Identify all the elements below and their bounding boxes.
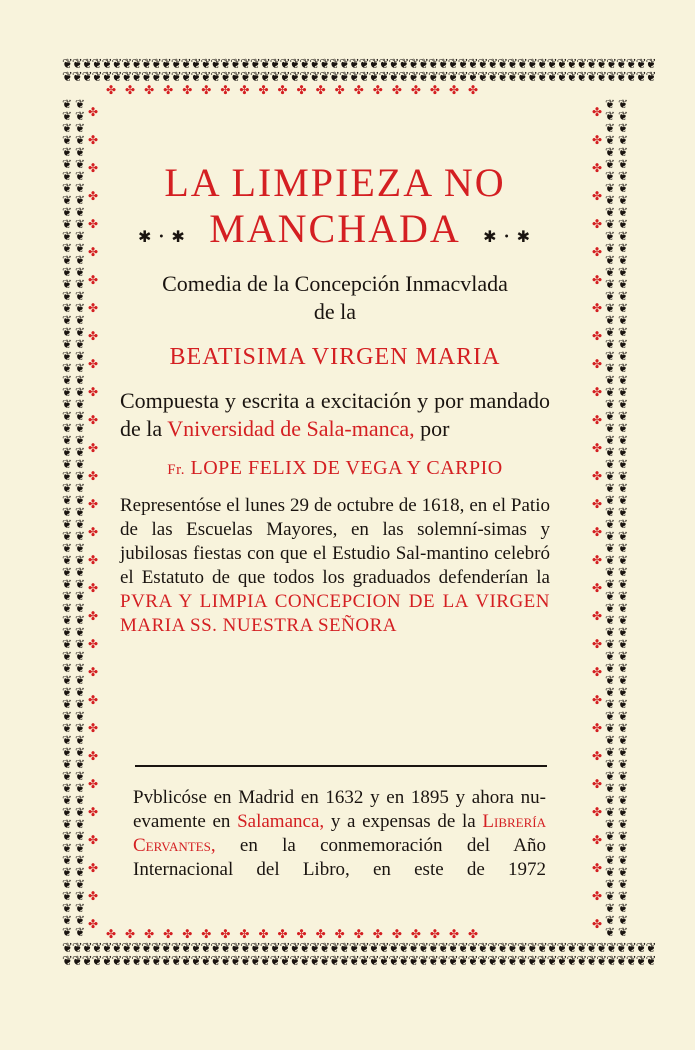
border-red-flower-icon: ✤✤✤✤✤✤✤✤✤✤✤✤✤✤✤✤✤✤✤✤✤✤✤✤✤✤✤✤✤✤ xyxy=(88,105,99,931)
publicose-text-1: Pvblicóse en Madrid en 1632 y en 1895 y ahora nu-evamente en xyxy=(133,787,546,832)
border-black-leaf-icon: ❦❦❦❦❦❦❦❦❦❦❦❦❦❦❦❦❦❦❦❦❦❦❦❦❦❦❦❦❦❦❦❦❦❦❦❦❦❦❦❦❦❦❦❦❦❦❦❦❦❦❦❦❦❦❦❦❦❦❦❦ xyxy=(62,70,656,85)
beatisima-heading: BEATISIMA VIRGEN MARIA xyxy=(169,344,501,370)
stars-left-icon: ✱・✱ xyxy=(138,227,187,246)
border-bottom-icon xyxy=(62,927,656,969)
compuesta-text-1: Compuesta y escrita a excitación y por mandado de la xyxy=(120,388,550,441)
page-title-line2 xyxy=(120,206,550,252)
title-page-content xyxy=(120,160,550,638)
border-black-leaf-icon: ❦❦❦❦❦❦❦❦❦❦❦❦❦❦❦❦❦❦❦❦❦❦❦❦❦❦❦❦❦❦❦❦❦❦❦❦❦❦❦❦❦❦❦❦❦❦❦❦❦❦❦❦❦❦❦❦❦❦❦❦ xyxy=(62,57,656,72)
border-top-icon xyxy=(62,57,656,98)
stars-right-icon: ✱・✱ xyxy=(483,227,532,246)
page-title-line2-text: MANCHADA xyxy=(209,206,461,251)
border-black-leaf-icon: ❦❦❦❦❦❦❦❦❦❦❦❦❦❦❦❦❦❦❦❦❦❦❦❦❦❦❦❦❦❦❦❦❦❦❦❦❦❦❦❦❦❦❦❦❦❦❦❦❦❦❦❦❦❦❦❦❦❦❦❦❦❦❦❦❦❦❦❦❦❦ xyxy=(618,97,629,939)
compuesta-paragraph xyxy=(120,387,550,443)
publicose-text-3: en la conmemoración del Año Internacional del Libro, en este de 1972 xyxy=(133,835,546,880)
border-black-leaf-icon: ❦❦❦❦❦❦❦❦❦❦❦❦❦❦❦❦❦❦❦❦❦❦❦❦❦❦❦❦❦❦❦❦❦❦❦❦❦❦❦❦❦❦❦❦❦❦❦❦❦❦❦❦❦❦❦❦❦❦❦❦❦❦❦❦❦❦❦❦❦❦ xyxy=(605,97,616,939)
libreria-text: Librería Cervantes, xyxy=(133,811,546,856)
pura-concepcion-text: PVRA Y LIMPIA CONCEPCION DE LA VIRGEN MARIA SS. NUESTRA SEÑORA xyxy=(120,591,550,636)
author-prefix: Fr. xyxy=(167,462,186,478)
author-name: LOPE FELIX DE VEGA Y CARPIO xyxy=(190,457,503,479)
subtitle-line2: de la xyxy=(313,299,357,324)
salamanca-text: Salamanca, xyxy=(237,811,325,832)
border-right-icon xyxy=(592,97,632,939)
subtitle-line1: Comedia de la Concepción Inmacvlada xyxy=(162,271,508,296)
representose-paragraph xyxy=(120,494,550,638)
publicose-paragraph xyxy=(133,786,546,882)
compuesta-text-2: por xyxy=(414,416,450,441)
border-black-leaf-icon: ❦❦❦❦❦❦❦❦❦❦❦❦❦❦❦❦❦❦❦❦❦❦❦❦❦❦❦❦❦❦❦❦❦❦❦❦❦❦❦❦❦❦❦❦❦❦❦❦❦❦❦❦❦❦❦❦❦❦❦❦ xyxy=(62,941,656,956)
border-red-flower-icon: ✤✤✤✤✤✤✤✤✤✤✤✤✤✤✤✤✤✤✤✤ xyxy=(106,927,488,941)
border-left-icon xyxy=(62,97,102,939)
vniversidad-text: Vniversidad de Sala-manca, xyxy=(167,416,415,441)
author-line xyxy=(120,457,550,480)
border-red-flower-icon: ✤✤✤✤✤✤✤✤✤✤✤✤✤✤✤✤✤✤✤✤ xyxy=(106,83,488,97)
subtitle xyxy=(120,270,550,326)
page-title-line1: LA LIMPIEZA NO xyxy=(164,160,506,205)
border-black-leaf-icon: ❦❦❦❦❦❦❦❦❦❦❦❦❦❦❦❦❦❦❦❦❦❦❦❦❦❦❦❦❦❦❦❦❦❦❦❦❦❦❦❦❦❦❦❦❦❦❦❦❦❦❦❦❦❦❦❦❦❦❦❦❦❦❦❦❦❦❦❦❦❦ xyxy=(62,97,73,939)
border-red-flower-icon: ✤✤✤✤✤✤✤✤✤✤✤✤✤✤✤✤✤✤✤✤✤✤✤✤✤✤✤✤✤✤ xyxy=(592,105,603,931)
publicose-text-2: y a expensas de la xyxy=(324,811,483,832)
border-black-leaf-icon: ❦❦❦❦❦❦❦❦❦❦❦❦❦❦❦❦❦❦❦❦❦❦❦❦❦❦❦❦❦❦❦❦❦❦❦❦❦❦❦❦❦❦❦❦❦❦❦❦❦❦❦❦❦❦❦❦❦❦❦❦ xyxy=(62,954,656,969)
representose-text: Representóse el lunes 29 de octubre de 1618, en el Patio de las Escuelas Mayores, en las solemní-simas y jubilosas fiestas con que el Estudio Sal-mantino celebró el Estatuto de que todos los graduados defenderían la xyxy=(120,495,550,588)
border-black-leaf-icon: ❦❦❦❦❦❦❦❦❦❦❦❦❦❦❦❦❦❦❦❦❦❦❦❦❦❦❦❦❦❦❦❦❦❦❦❦❦❦❦❦❦❦❦❦❦❦❦❦❦❦❦❦❦❦❦❦❦❦❦❦❦❦❦❦❦❦❦❦❦❦ xyxy=(75,97,86,939)
divider-rule xyxy=(135,765,547,767)
